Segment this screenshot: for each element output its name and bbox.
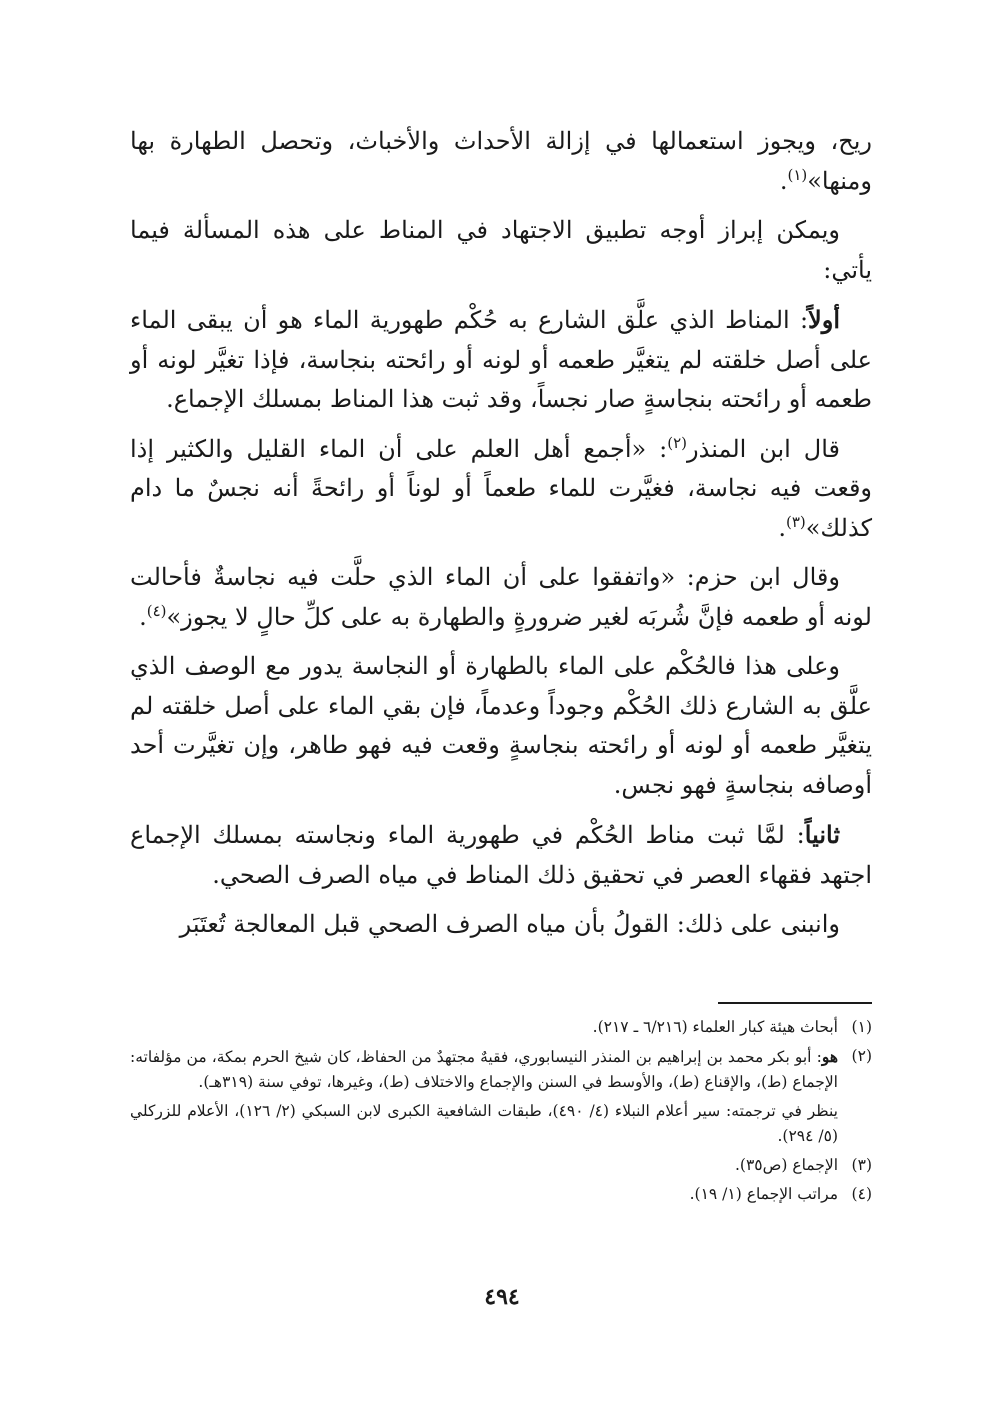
footnote-1-number: (١) [851,1018,872,1036]
paragraph-3-lead: أولاً [808,305,840,334]
paragraph-2: ويمكن إبراز أوجه تطبيق الاجتهاد في المناط على هذه المسألة فيما يأتي: [130,216,872,284]
footnote-4 [130,1182,872,1207]
footnote-2 [130,1044,872,1095]
paragraph-6: وعلى هذا فالحُكْم على الماء بالطهارة أو النجاسة يدور مع الوصف الذي علَّق به الشارع ذلك الحُكْم وجوداً وعدماً، فإن بقي الماء على أصل خلقته لم يتغيَّر طعمه أو لونه أو رائحته بنجاسةٍ وقعت فيه فهو طاهر، وإن تغيَّرت أحد أوصافه بنجاسةٍ فهو نجس. [130,652,872,799]
footnote-2-lead: هو [821,1047,838,1066]
paragraph-3 [130,300,872,420]
footnote-ref-1[interactable]: (١) [787,165,808,184]
paragraph-4-part-a: قال ابن المنذر [687,434,840,463]
footnote-divider [718,1002,872,1004]
footnotes [130,1015,872,1211]
paragraph-5 [130,558,872,637]
footnote-2-text: : أبو بكر محمد بن إبراهيم بن المنذر النيسابوري، فقيهٌ مجتهدٌ من الحفاظ، كان شيخ الحرم بمكة، من مؤلفاته: الإجماع (ط)، والإقناع (ط)، والأوسط في السنن والإجماع والاختلاف (ط)، وغيرها، توفي سنة (٣١٩هـ). [130,1048,838,1091]
footnote-3-text: الإجماع (ص٣٥). [734,1156,838,1174]
paragraph-7-lead: ثانياً [804,820,840,849]
footnote-2-continuation: ينظر في ترجمته: سير أعلام النبلاء (٤/ ٤٩٠)، طبقات الشافعية الكبرى لابن السبكي (٢/ ١٢٦)، الأعلام للزركلي (٥/ ٢٩٤). [130,1102,838,1145]
paragraph-3-text: : المناط الذي علَّق الشارع به حُكْم طهورية الماء هو أن يبقى الماء على أصل خلقته لم يتغيَّر طعمه أو لونه أو رائحته بنجاسة، فإذا تغيَّر لونه أو طعمه أو رائحته بنجاسةٍ صار نجساً، وقد ثبت هذا المناط بمسلك الإجماع. [130,306,872,413]
footnote-4-text: مراتب الإجماع (١/ ١٩). [689,1185,838,1203]
paragraph-4-part-b: : «أجمع أهل العلم على أن الماء القليل والكثير إذا وقعت فيه نجاسة، فغيَّرت للماء طعماً أو لوناً أو رائحةً أنه نجسٌ ما دام كذلك» [130,434,873,542]
paragraph-4 [130,430,872,549]
paragraph-1 [130,122,872,201]
footnote-ref-3[interactable]: (٣) [785,512,806,531]
paragraph-4-end: . [778,513,786,542]
footnote-2-number: (٢) [851,1047,872,1065]
paragraph-7-text: : لمَّا ثبت مناط الحُكْم في طهورية الماء ونجاسته بمسلك الإجماع اجتهد فقهاء العصر في تحقيق ذلك المناط في مياه الصرف الصحي. [130,821,872,889]
paragraph-5-text: وقال ابن حزم: «واتفقوا على أن الماء الذي حلَّت فيه نجاسةٌ فأحالت لونه أو طعمه فإنَّ شُربَه لغير ضرورةٍ والطهارة به على كلِّ حالٍ لا يجوز» [130,563,872,631]
footnote-4-number: (٤) [851,1185,872,1203]
footnote-2-body [130,1044,838,1095]
paragraph-8: وانبنى على ذلك: القولُ بأن مياه الصرف الصحي قبل المعالجة تُعتَبَر [179,910,840,938]
paragraph-7 [130,815,872,895]
footnote-ref-4[interactable]: (٤) [146,601,167,620]
page-number: ٤٩٤ [484,1284,520,1310]
footnote-ref-2[interactable]: (٢) [667,433,688,452]
footnote-1-text: أبحاث هيئة كبار العلماء (٦/٢١٦ ـ ٢١٧). [592,1018,838,1036]
footnote-3-number: (٣) [851,1156,872,1174]
paragraph-1-end: . [779,166,788,195]
paragraph-5-end: . [139,602,147,631]
footnote-3 [130,1153,872,1178]
paragraph-1-text: ريح، ويجوز استعمالها في إزالة الأحداث والأخباث، وتحصل الطهارة بها ومنها» [130,127,872,195]
main-text [130,122,872,955]
footnote-1 [130,1015,872,1040]
